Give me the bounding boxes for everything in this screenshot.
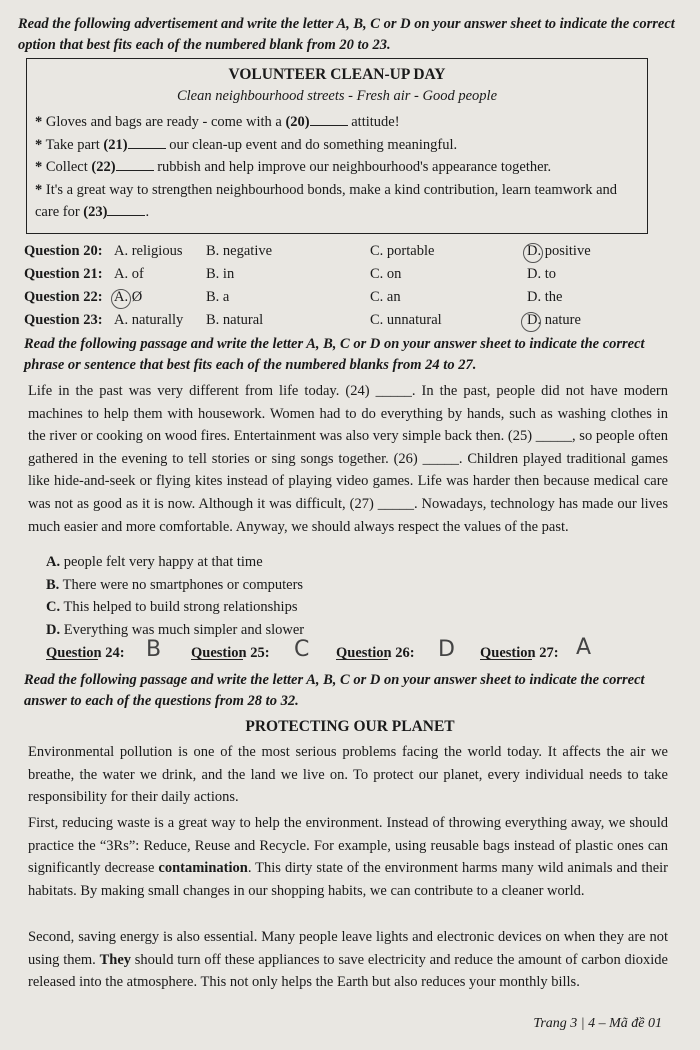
- paragraph-text: Second, saving energy is also essential. Many people leave lights and electronic devices on when they are not using them.: [28, 929, 668, 968]
- option-b[interactable]: B. natural: [206, 312, 264, 328]
- ad-item-text: Collect: [45, 159, 92, 175]
- answer-label: Question 25:: [191, 645, 270, 661]
- option-a[interactable]: A. religious: [114, 243, 183, 259]
- ad-item-text: our clean-up event and do something meaningful.: [165, 136, 458, 153]
- answer-blank[interactable]: [191, 645, 243, 660]
- question-label: Question 21:: [24, 266, 103, 282]
- question-label: Question 20:: [24, 243, 103, 259]
- handwritten-answer: C: [294, 637, 310, 662]
- passage2-title: PROTECTING OUR PLANET: [245, 718, 455, 735]
- highlighted-word: contamination: [158, 860, 248, 877]
- bullet: *: [35, 159, 43, 175]
- option-c[interactable]: C. on: [370, 266, 402, 282]
- blank-line: [116, 158, 154, 171]
- paragraph-text: . This dirty state of the environment harms many wild animals and their habitats. By making small changes in our shopping habits, we can contribute to a cleaner world.: [28, 860, 668, 899]
- paragraph-text: should turn off these appliances to save electricity and reduce the amount of carbon dioxide released into the atmosphere. This not only helps the Earth but also reduces your monthly bills.: [28, 951, 668, 991]
- bullet: *: [35, 136, 43, 153]
- answer-label: Question 26:: [336, 645, 415, 661]
- ad-subtitle: Clean neighbourhood streets - Fresh air - Good people: [176, 88, 498, 104]
- option-text: Everything was much simpler and slower: [60, 622, 305, 638]
- answer-mark-circle: [111, 289, 131, 309]
- question-row: [24, 312, 664, 334]
- option-letter: C.: [46, 599, 61, 615]
- ad-item: [35, 111, 639, 134]
- option-a[interactable]: A. of: [114, 266, 144, 282]
- ad-instructions: Read the following advertisement and write the letter A, B, C or D on your answer sheet to indicate the correct option that best fits each of the numbered blank from 20 to 23.: [18, 16, 675, 53]
- option-text: There were no smartphones or computers: [59, 577, 304, 593]
- ad-item: [35, 179, 639, 224]
- passage2-paragraph-2: [28, 812, 668, 902]
- passage-option: [46, 554, 263, 571]
- option-c[interactable]: C. unnatural: [370, 312, 442, 328]
- blank-number: (21): [103, 136, 128, 153]
- blank-number: (20): [285, 114, 310, 130]
- blank-line: [107, 203, 145, 216]
- passage-option: [46, 577, 303, 594]
- ad-item-text: attitude!: [347, 114, 400, 130]
- handwritten-answer: D: [438, 637, 455, 662]
- answer-mark-circle: [523, 243, 543, 263]
- answer-blank[interactable]: [336, 645, 388, 660]
- blank-line: [310, 113, 348, 126]
- ad-item-text: .: [145, 204, 150, 220]
- passage-option: [46, 599, 297, 616]
- question-label: Question 22:: [24, 289, 103, 305]
- question-label: Question 23:: [24, 312, 103, 328]
- advertisement-box: [26, 58, 648, 234]
- page-footer: Trang 3 | 4 – Mã đề 01: [533, 1016, 662, 1031]
- option-c[interactable]: C. an: [370, 289, 401, 305]
- paragraph-text: First, reducing waste is a great way to help the environment. Instead of throwing everything away, we should practice the “3Rs”: Reduce, Reuse and Recycle. For example, using reusable bags instead of plastic ones can significantly decrease: [28, 815, 668, 877]
- option-text: people felt very happy at that time: [60, 554, 263, 570]
- option-a[interactable]: A. naturally: [114, 312, 184, 328]
- question-row: [24, 266, 664, 288]
- answer-blank[interactable]: [46, 645, 98, 660]
- option-d[interactable]: D. positive: [527, 243, 591, 259]
- ad-item-text: rubbish and help improve our neighbourhood's appearance together.: [153, 159, 552, 175]
- ad-item-text: Take part: [45, 136, 104, 153]
- answer-label: Question 27:: [480, 645, 559, 661]
- ad-item: [35, 156, 639, 179]
- option-letter: B.: [46, 577, 60, 593]
- option-b[interactable]: B. a: [206, 289, 230, 305]
- answer-label: Question 24:: [46, 645, 125, 661]
- passage2-paragraph-1: Environmental pollution is one of the most serious problems facing the world today. It affects the air we breathe, the water we drink, and the land we live on. To protect our planet, every individual needs to take responsibility for their daily actions.: [28, 744, 668, 806]
- passage2-instructions: Read the following passage and write the letter A, B, C or D on your answer sheet to indicate the correct answer to each of the questions from 28 to 32.: [24, 672, 645, 709]
- handwritten-answer: B: [146, 637, 162, 662]
- option-b[interactable]: B. in: [206, 266, 235, 282]
- option-b[interactable]: B. negative: [206, 243, 273, 259]
- handwritten-answer: A: [576, 635, 592, 660]
- passage1-text: Life in the past was very different from life today. (24) _____. In the past, people did not have modern machines to help them with housework. Women had to do everything by hands, such as washing clothes in the river or cooking on wood fires. Entertainment was also very simple back then. (25) _____, so people often gathered in the evening to tell stories or sing songs together. (26) _____. Children played traditional games like hide-and-seek or flying kites instead of playing video games. Life was harder then because medical care was not as good as it is now. Although it was difficult, (27) _____. Nowadays, technology has made our lives much easier and more comfortable. Anyway, we should always respect the values of the past.: [28, 383, 668, 535]
- bullet: *: [35, 181, 43, 198]
- question-row: [24, 243, 664, 265]
- blank-number: (22): [91, 159, 116, 175]
- option-d[interactable]: D. to: [527, 266, 556, 282]
- ad-item-text: It's a great way to strengthen neighbourhood bonds, make a kind contribution, learn teamwork and care for: [35, 181, 618, 220]
- ad-title: VOLUNTEER CLEAN-UP DAY: [228, 66, 446, 83]
- blank-line: [128, 136, 166, 149]
- highlighted-word: They: [99, 951, 131, 968]
- answer-blank[interactable]: [480, 645, 532, 660]
- passage-option: [46, 622, 304, 639]
- passage1-instructions: Read the following passage and write the letter A, B, C or D on your answer sheet to indicate the correct phrase or sentence that best fits each of the numbered blanks from 24 to 27.: [24, 336, 645, 373]
- option-text: This helped to build strong relationships: [60, 599, 298, 615]
- answer-mark-circle: [521, 312, 541, 332]
- ad-item: [35, 134, 639, 157]
- ad-item-text: Gloves and bags are ready - come with a: [45, 114, 286, 130]
- bullet: *: [35, 114, 43, 130]
- option-d[interactable]: D. nature: [527, 312, 581, 328]
- option-letter: A.: [46, 554, 61, 570]
- passage2-paragraph-3: [28, 926, 668, 994]
- option-d[interactable]: D. the: [527, 289, 563, 305]
- option-a[interactable]: A. Ø: [114, 289, 143, 305]
- blank-number: (23): [83, 204, 108, 220]
- option-letter: D.: [46, 622, 61, 638]
- option-c[interactable]: C. portable: [370, 243, 435, 259]
